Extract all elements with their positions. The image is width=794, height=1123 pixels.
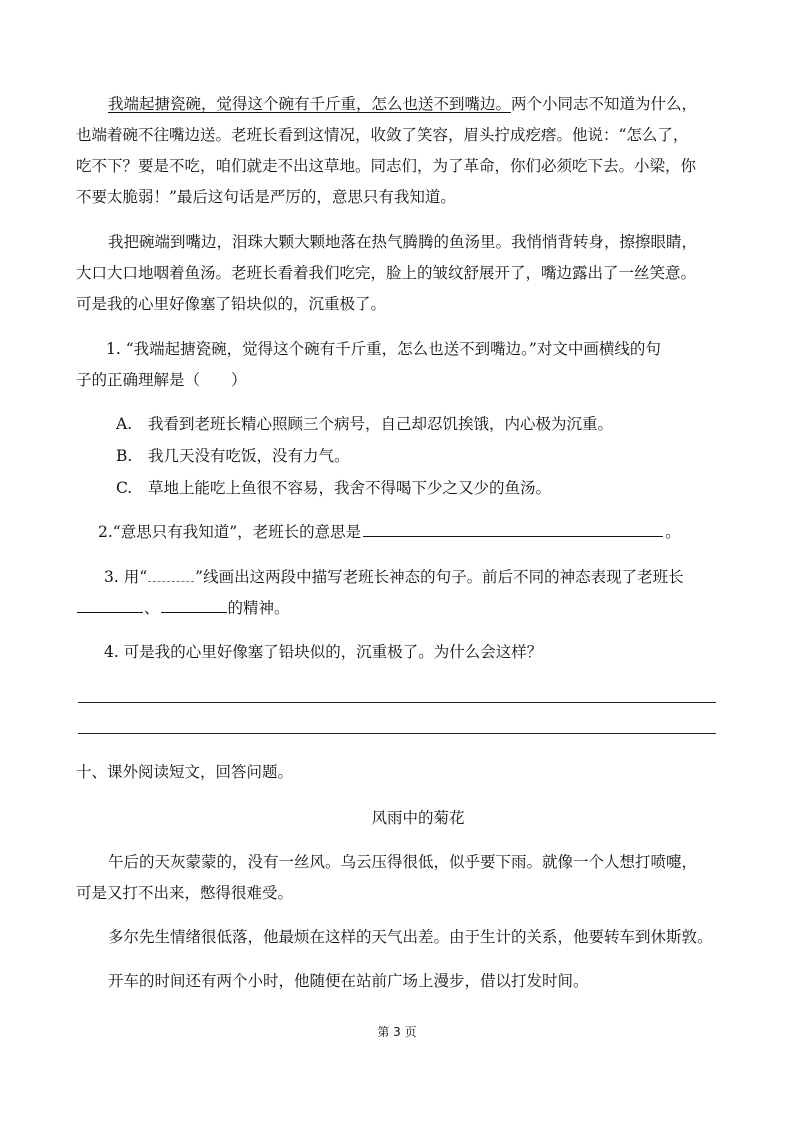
question-text: 1. “我端起搪瓷碗，觉得这个碗有千斤重，怎么也送不到嘴边。”对文中画横线的句 [106, 340, 661, 358]
article-text: 多尔先生情绪很低落，他最烦在这样的天气出差。由于生计的关系，他要转车到休斯敦。 [108, 928, 713, 946]
question-1-line2 [0, 365, 794, 395]
passage-text: 可是我的心里好像塞了铅块似的，沉重极了。 [76, 295, 387, 313]
passage-text: 也端着碗不往嘴边送。老班长看到这情况，收敛了笑容，眉头拧成疙瘩。他说：“怎么了， [76, 126, 689, 144]
passage-text: 大口大口地咽着鱼汤。老班长看着我们吃完，脸上的皱纹舒展开了，嘴边露出了一丝笑意。 [76, 264, 697, 282]
option-text: 草地上能吃上鱼很不容易，我舍不得喝下少之又少的鱼汤。 [148, 479, 552, 497]
question-text: 3. 用“ [104, 568, 148, 586]
option-text: 我几天没有吃饭，没有力气。 [148, 447, 350, 465]
passage-p1-line1 [0, 89, 794, 119]
passage-p1-line2 [0, 120, 794, 150]
article-p2 [0, 922, 794, 952]
passage-text: 我把碗端到嘴边，泪珠大颗大颗地落在热气腾腾的鱼汤里。我悄悄背转身，擦擦眼睛， [108, 233, 698, 251]
article-title: 风雨中的菊花 [371, 809, 465, 827]
passage-text: 两个小同志不知道为什么， [511, 95, 698, 113]
option-letter: C. [116, 479, 133, 497]
section-heading-text: 十、课外阅读短文，回答问题。 [76, 763, 294, 781]
passage-p2-line1 [0, 227, 794, 257]
option-text: 我看到老班长精心照顾三个病号，自己却忍饥挨饿，内心极为沉重。 [148, 415, 614, 433]
article-p1-line2 [0, 878, 794, 908]
question-text: ”线画出这两段中描写老班长神态的句子。前后不同的神态表现了老班长 [195, 568, 684, 586]
question-text: 的精神。 [227, 599, 290, 617]
question-text: 4. 可是我的心里好像塞了铅块似的，沉重极了。为什么会这样？ [104, 643, 543, 661]
question-text: 、 [144, 599, 160, 617]
wavy-line-mark [148, 567, 194, 582]
question-3-line2 [0, 593, 794, 623]
underlined-sentence: 我端起搪瓷碗，觉得这个碗有千斤重，怎么也送不到嘴边。 [108, 95, 512, 113]
option-a [0, 409, 794, 439]
article-p3 [0, 966, 794, 996]
question-1-line1 [0, 334, 794, 364]
question-3-line1 [0, 562, 794, 592]
passage-p2-line3 [0, 289, 794, 319]
article-p1-line1 [0, 847, 794, 877]
answer-line[interactable] [78, 733, 716, 734]
option-letter: B. [116, 447, 133, 465]
passage-p2-line2 [0, 258, 794, 288]
article-text: 午后的天灰蒙蒙的，没有一丝风。乌云压得很低，似乎要下雨。就像一个人想打喷嚏， [108, 853, 698, 871]
passage-text: 不要太脆弱！”最后这句话是严厉的，意思只有我知道。 [76, 188, 456, 206]
answer-line[interactable] [78, 702, 716, 703]
answer-blank[interactable] [363, 518, 663, 537]
question-4 [0, 637, 794, 667]
question-text: 2.“意思只有我知道”，老班长的意思是 [98, 523, 362, 541]
article-text: 开车的时间还有两个小时，他随便在站前广场上漫步，借以打发时间。 [108, 972, 589, 990]
passage-p1-line3 [0, 151, 794, 181]
answer-blank[interactable] [77, 594, 143, 613]
option-b [0, 441, 794, 471]
question-text: 子的正确理解是（ ） [76, 371, 247, 389]
question-text: 。 [665, 523, 681, 541]
passage-text: 吃不下？要是不吃，咱们就走不出这草地。同志们，为了革命，你们必须吃下去。小梁，你 [76, 157, 697, 175]
question-2 [0, 517, 794, 547]
section-heading [0, 757, 794, 787]
passage-p1-line4 [0, 182, 794, 212]
answer-blank[interactable] [161, 594, 227, 613]
option-c [0, 473, 794, 503]
page-number: 第 3 页 [377, 1025, 417, 1039]
option-letter: A. [116, 415, 133, 433]
article-text: 可是又打不出来，憋得很难受。 [76, 884, 294, 902]
